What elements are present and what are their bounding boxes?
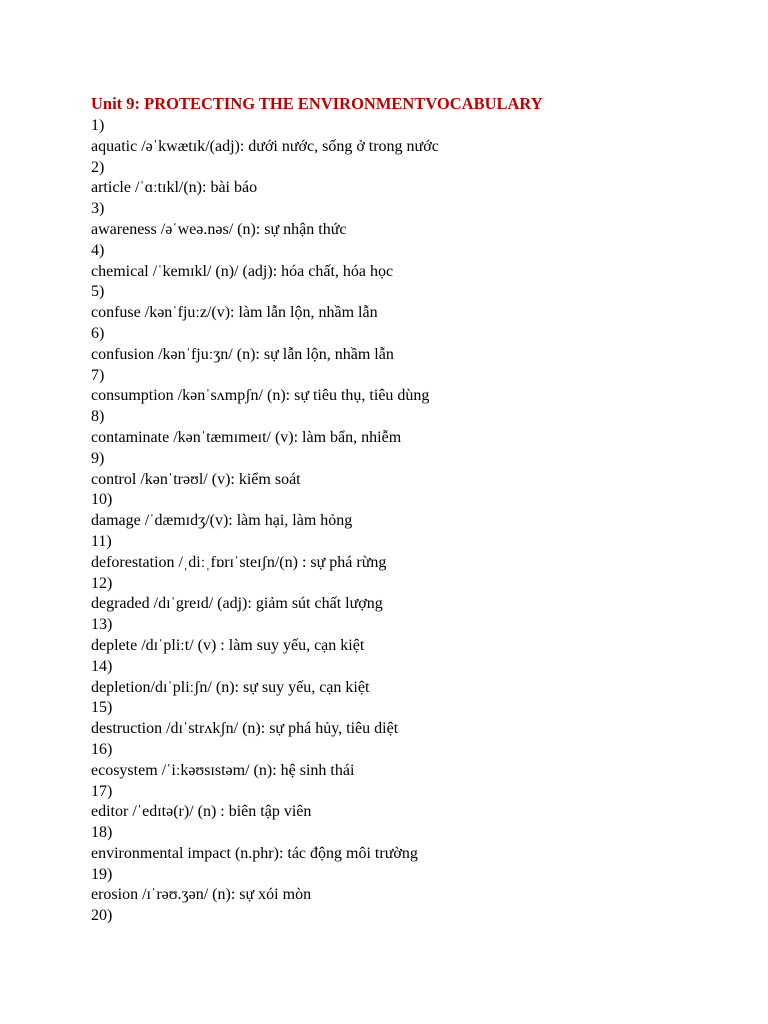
vocabulary-entry: consumption /kənˈsʌmpʃn/ (n): sự tiêu thụ, tiêu dùng [91, 387, 430, 405]
vocabulary-entry: erosion /ɪˈrəʊ.ʒən/ (n): sự xói mòn [91, 886, 312, 904]
entry-number: 10) [91, 491, 113, 509]
entry-number: 16) [91, 740, 113, 758]
entry-number: 6) [91, 324, 105, 342]
vocabulary-entry: environmental impact (n.phr): tác động môi trường [91, 844, 418, 862]
entry-number: 18) [91, 824, 113, 842]
vocabulary-entry: deforestation /ˌdiːˌfɒrɪˈsteɪʃn/(n) : sự phá rừng [91, 553, 387, 571]
entry-number: 11) [91, 532, 112, 550]
entry-number: 7) [91, 366, 105, 384]
vocabulary-entry: contaminate /kənˈtæmɪmeɪt/ (v): làm bẩn, nhiễm [91, 428, 402, 446]
vocabulary-list [91, 116, 731, 927]
entry-number: 4) [91, 241, 105, 259]
vocabulary-entry: damage /ˈdæmɪdʒ/(v): làm hại, làm hỏng [91, 512, 353, 530]
vocabulary-entry: deplete /dɪˈpliːt/ (v) : làm suy yếu, cạn kiệt [91, 636, 365, 654]
vocabulary-entry: destruction /dɪˈstrʌkʃn/ (n): sự phá hủy, tiêu diệt [91, 720, 399, 738]
vocabulary-entry: article /ˈɑːtɪkl/(n): bài báo [91, 179, 258, 197]
unit-title: Unit 9: PROTECTING THE ENVIRONMENTVOCABULARY [91, 94, 543, 113]
entry-number: 1) [91, 117, 105, 134]
vocabulary-entry: editor /ˈedɪtə(r)/ (n) : biên tập viên [91, 803, 312, 821]
vocabulary-entry: depletion/dɪˈpliːʃn/ (n): sự suy yếu, cạn kiệt [91, 678, 370, 696]
entry-number: 20) [91, 907, 113, 925]
entry-number: 9) [91, 449, 105, 467]
entry-number: 13) [91, 616, 113, 634]
entry-number: 2) [91, 158, 105, 176]
vocabulary-entry: chemical /ˈkemɪkl/ (n)/ (adj): hóa chất, hóa học [91, 262, 394, 280]
vocabulary-content [91, 91, 731, 927]
entry-number: 8) [91, 408, 105, 426]
entry-number: 19) [91, 865, 113, 883]
vocabulary-entry: control /kənˈtrəʊl/ (v): kiểm soát [91, 470, 301, 488]
vocabulary-entry: degraded /dɪˈgreɪd/ (adj): giảm sút chất lượng [91, 595, 383, 613]
entry-number: 12) [91, 574, 113, 592]
entry-number: 5) [91, 283, 105, 301]
vocabulary-entry: aquatic /əˈkwætɪk/(adj): dưới nước, sống ở trong nước [91, 137, 439, 155]
vocabulary-entry: ecosystem /ˈiːkəʊsɪstəm/ (n): hệ sinh thái [91, 761, 355, 779]
entry-number: 17) [91, 782, 113, 800]
vocabulary-entry: awareness /əˈweə.nəs/ (n): sự nhận thức [91, 220, 347, 238]
entry-number: 14) [91, 657, 113, 675]
vocabulary-entry: confusion /kənˈfjuːʒn/ (n): sự lẫn lộn, nhầm lẫn [91, 345, 394, 363]
vocabulary-entry: confuse /kənˈfjuːz/(v): làm lẫn lộn, nhầm lẫn [91, 304, 378, 322]
entry-number: 15) [91, 699, 113, 717]
entry-number: 3) [91, 200, 105, 218]
